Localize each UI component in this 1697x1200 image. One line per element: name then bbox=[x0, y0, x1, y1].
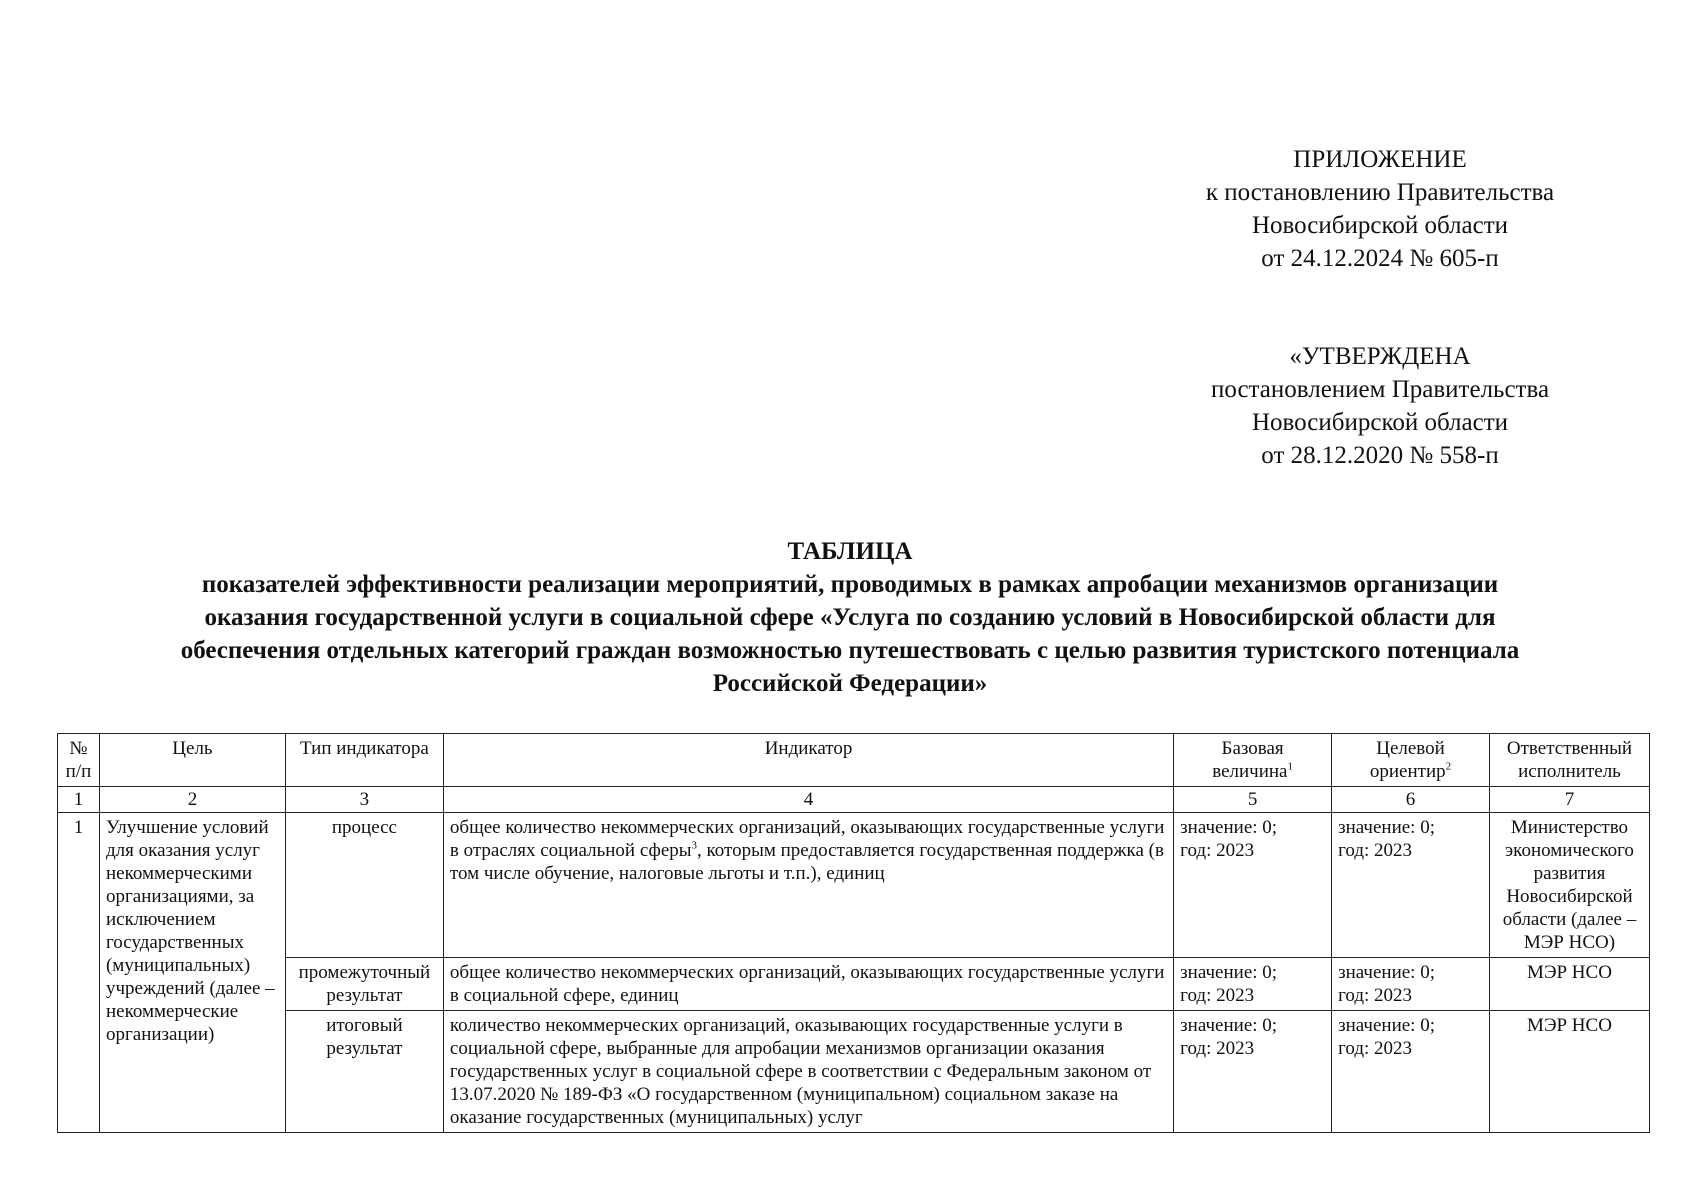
table-row bbox=[58, 813, 1650, 958]
target-cell bbox=[1332, 813, 1490, 958]
heading-line: обеспечения отдельных категорий граждан возможностью путешествовать с целью развития туристского потенциала bbox=[180, 637, 1520, 664]
header-responsible: Ответственный исполнитель bbox=[1489, 734, 1649, 787]
base-value: значение: 0; bbox=[1180, 962, 1278, 983]
footnote-ref: 1 bbox=[1287, 760, 1293, 773]
appendix-line: Новосибирской области bbox=[1251, 212, 1509, 239]
heading-line: оказания государственной услуги в социальной сфере «Услуга по созданию условий в Новосибирской области для bbox=[204, 604, 1496, 631]
target-value: значение: 0; bbox=[1338, 817, 1435, 838]
col-number: 2 bbox=[99, 787, 285, 813]
header-base bbox=[1174, 734, 1332, 787]
heading-title: ТАБЛИЦА bbox=[787, 538, 913, 565]
base-year: год: 2023 bbox=[1180, 840, 1255, 861]
table-header-row bbox=[58, 734, 1650, 787]
approved-line: постановлением Правительства bbox=[1210, 376, 1550, 403]
goal-cell: Улучшение условий для оказания услуг некоммерческими организациями, за исключением государственных (муниципальных) учреждений (далее – некоммерческие организации) bbox=[99, 813, 285, 1133]
indicator-cell: количество некоммерческих организаций, оказывающих государственные услуги в социальной сфере, выбранные для апробации механизмов организации оказания государственных услуг в социальной сфере в соответствии с Федеральным законом от 13.07.2020 № 189-ФЗ «О государственном (муниципальном) социальном заказе на оказание государственных (муниципальных) услуг bbox=[443, 1011, 1173, 1133]
base-year: год: 2023 bbox=[1180, 985, 1255, 1006]
target-cell bbox=[1332, 1011, 1490, 1133]
appendix-title: ПРИЛОЖЕНИЕ bbox=[1293, 146, 1467, 173]
responsible-cell: МЭР НСО bbox=[1489, 958, 1649, 1011]
target-year: год: 2023 bbox=[1338, 985, 1413, 1006]
col-number: 6 bbox=[1332, 787, 1490, 813]
target-cell bbox=[1332, 958, 1490, 1011]
approved-date: от 28.12.2020 № 558-п bbox=[1261, 442, 1499, 469]
indicator-type: итоговый результат bbox=[285, 1011, 443, 1133]
target-year: год: 2023 bbox=[1338, 840, 1413, 861]
heading-line: показателей эффективности реализации мероприятий, проводимых в рамках апробации механизмов организации bbox=[201, 571, 1499, 598]
approved-block bbox=[1160, 340, 1600, 472]
responsible-cell: МЭР НСО bbox=[1489, 1011, 1649, 1133]
row-number: 1 bbox=[58, 813, 100, 1133]
indicator-cell bbox=[443, 813, 1173, 958]
target-value: значение: 0; bbox=[1338, 962, 1435, 983]
indicator-type: промежуточный результат bbox=[285, 958, 443, 1011]
indicator-type: процесс bbox=[285, 813, 443, 958]
header-target-label: Целевой ориентир bbox=[1369, 738, 1446, 782]
footnote-ref: 2 bbox=[1445, 760, 1452, 773]
base-value: значение: 0; bbox=[1180, 817, 1278, 838]
header-indicator: Индикатор bbox=[443, 734, 1173, 787]
table-row bbox=[58, 1011, 1650, 1133]
header-goal: Цель bbox=[99, 734, 285, 787]
approved-line: Новосибирской области bbox=[1251, 409, 1509, 436]
column-number-row bbox=[58, 787, 1650, 813]
header-target bbox=[1332, 734, 1490, 787]
appendix-block bbox=[1160, 143, 1600, 275]
heading-line: Российской Федерации» bbox=[712, 670, 988, 697]
table-row bbox=[58, 958, 1650, 1011]
table-heading bbox=[70, 535, 1630, 700]
col-number: 7 bbox=[1489, 787, 1649, 813]
col-number: 5 bbox=[1174, 787, 1332, 813]
base-cell bbox=[1174, 1011, 1332, 1133]
col-number: 4 bbox=[443, 787, 1173, 813]
appendix-line: к постановлению Правительства bbox=[1205, 179, 1555, 206]
appendix-date: от 24.12.2024 № 605-п bbox=[1261, 245, 1499, 272]
approved-title: «УТВЕРЖДЕНА bbox=[1289, 343, 1471, 370]
base-year: год: 2023 bbox=[1180, 1038, 1255, 1059]
base-value: значение: 0; bbox=[1180, 1015, 1278, 1036]
responsible-cell: Министерство экономического развития Новосибирской области (далее – МЭР НСО) bbox=[1489, 813, 1649, 958]
indicator-text: , которым предоставляется государственная поддержка (в том числе обучение, налоговые льготы и т.п.), единиц bbox=[449, 840, 1164, 884]
target-value: значение: 0; bbox=[1338, 1015, 1435, 1036]
col-number: 3 bbox=[285, 787, 443, 813]
col-number: 1 bbox=[58, 787, 100, 813]
base-cell bbox=[1174, 813, 1332, 958]
header-num: № п/п bbox=[58, 734, 100, 787]
indicators-table bbox=[57, 733, 1650, 1133]
base-cell bbox=[1174, 958, 1332, 1011]
target-year: год: 2023 bbox=[1338, 1038, 1413, 1059]
indicator-cell: общее количество некоммерческих организаций, оказывающих государственные услуги в социальной сфере, единиц bbox=[443, 958, 1173, 1011]
header-base-label: Базовая величина bbox=[1212, 738, 1288, 782]
header-type: Тип индикатора bbox=[285, 734, 443, 787]
indicator-text: общее количество некоммерческих организаций, оказывающих государственные услуги в отраслях социальной сферы bbox=[449, 817, 1165, 861]
footnote-ref: 3 bbox=[691, 839, 698, 852]
